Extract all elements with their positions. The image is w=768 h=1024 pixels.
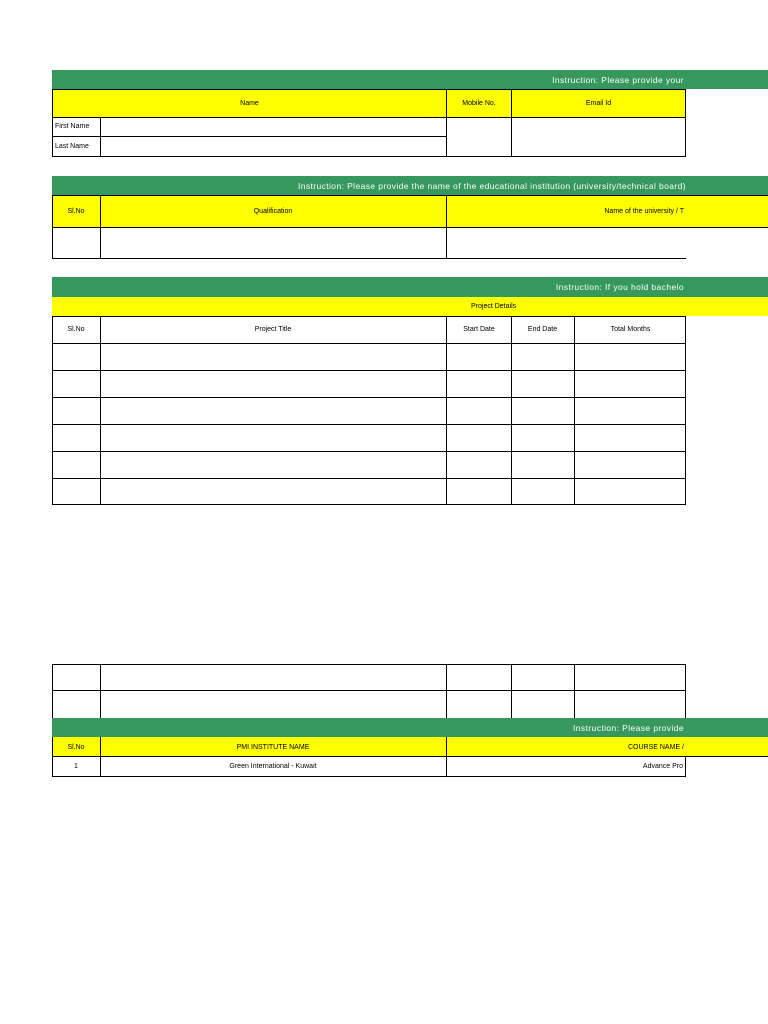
train-col-institute: PMI INSTITUTE NAME: [236, 743, 310, 751]
project-row-4[interactable]: [101, 425, 446, 451]
edu-slno-field[interactable]: [53, 229, 100, 258]
first-name-label: First Name: [55, 123, 90, 130]
proj-col-total: Total Months: [610, 326, 651, 333]
project-row-5[interactable]: [101, 452, 446, 478]
email-field[interactable]: [512, 118, 685, 156]
project-row-6[interactable]: [101, 479, 446, 504]
edu-qualification-field[interactable]: [101, 229, 446, 258]
col-name-header: Name: [240, 100, 259, 107]
projects-title-row: [52, 297, 768, 316]
proj-col-end: End Date: [527, 326, 558, 333]
personal-instruction-text: Instruction: Please provide your: [552, 74, 684, 85]
last-name-label: Last Name: [55, 143, 89, 150]
train-row-slno: 1: [74, 763, 78, 770]
training-instruction-bar: [52, 718, 768, 737]
extra-project-row-1[interactable]: [101, 665, 446, 690]
col-email-header: Email Id: [585, 100, 612, 107]
edu-col-university: Name of the university / T: [604, 208, 684, 215]
projects-instruction-text: Instruction: If you hold bachelo: [555, 282, 684, 292]
mobile-field[interactable]: [447, 118, 511, 156]
train-row-institute: Green International - Kuwait: [229, 763, 317, 770]
col-mobile-header: Mobile No.: [462, 100, 496, 107]
first-name-field[interactable]: [101, 118, 446, 136]
proj-col-start: Start Date: [463, 326, 495, 333]
projects-instruction-bar: [52, 277, 768, 297]
train-row-course: Advance Pro: [642, 763, 683, 770]
last-name-field[interactable]: [101, 137, 446, 156]
project-row-2[interactable]: [101, 371, 446, 397]
personal-instruction-bar: [52, 70, 768, 89]
education-instruction-text: Instruction: Please provide the name of the educational institution (university/technical board): [297, 180, 686, 191]
edu-col-qualification: Qualification: [253, 208, 293, 215]
edu-university-field[interactable]: [447, 229, 686, 258]
edu-col-slno: Sl.No: [67, 208, 85, 215]
education-instruction-bar: [52, 176, 768, 195]
train-col-course: COURSE NAME /: [627, 743, 684, 751]
project-row-1[interactable]: [101, 344, 446, 370]
projects-section-title: Project Details: [471, 303, 517, 310]
extra-project-row-2[interactable]: [101, 691, 446, 717]
proj-col-slno: Sl.No: [67, 326, 85, 333]
train-col-slno: Sl.No: [67, 743, 85, 751]
proj-col-title: Project Title: [254, 326, 292, 333]
training-instruction-text: Instruction: Please provide: [573, 722, 684, 733]
project-row-3[interactable]: [101, 398, 446, 424]
